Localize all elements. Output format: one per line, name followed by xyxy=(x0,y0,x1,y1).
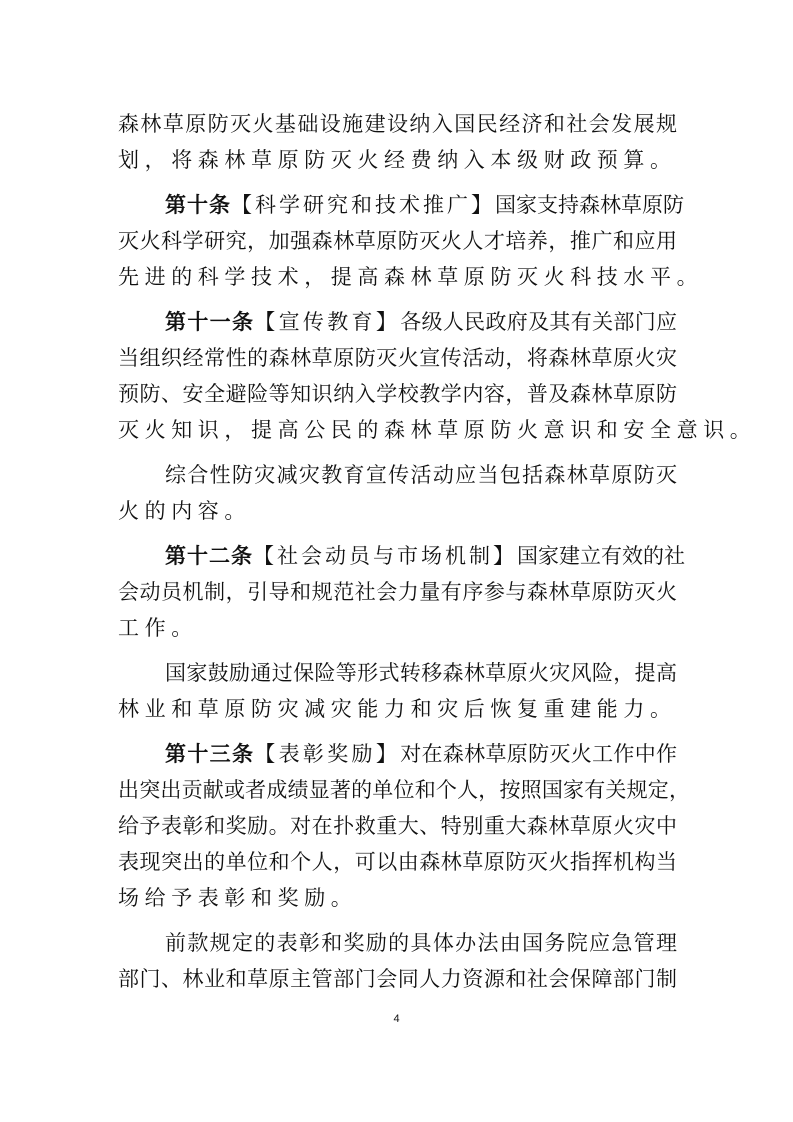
text-line: 会动员机制，引导和规范社会力量有序参与森林草原防灭火 xyxy=(118,580,677,604)
article-text: 国家支持森林草原防 xyxy=(495,193,684,217)
article-text: 国家建立有效的社 xyxy=(517,544,685,568)
text-line: 灭火科学研究，加强森林草原防灭火人才培养，推广和应用 xyxy=(118,229,677,253)
article-title: 【表彰奖励】 xyxy=(254,742,401,766)
text-line: 先进的科学技术，提高森林草原防灭火科技水平。 xyxy=(118,265,704,289)
article-11-first-line xyxy=(165,307,677,337)
text-line: 场给予表彰和奖励。 xyxy=(118,886,358,910)
text-line: 森林草原防灭火基础设施建设纳入国民经济和社会发展规 xyxy=(118,112,677,136)
text-line: 国家鼓励通过保险等形式转移森林草原火灾风险，提高 xyxy=(165,661,677,685)
article-13-first-line xyxy=(165,739,677,769)
text-line: 出突出贡献或者成绩显著的单位和个人，按照国家有关规定， xyxy=(118,778,690,802)
text-line: 火的内容。 xyxy=(118,499,251,523)
article-number: 第十二条 xyxy=(165,544,253,568)
article-number: 第十一条 xyxy=(165,310,255,334)
text-line: 部门、林业和草原主管部门会同人力资源和社会保障部门制 xyxy=(118,967,677,991)
page-number: 4 xyxy=(393,1013,400,1025)
article-text: 各级人民政府及其有关部门应 xyxy=(400,310,678,334)
article-number: 第十三条 xyxy=(165,742,255,766)
article-number: 第十条 xyxy=(165,193,231,217)
article-title: 【宣传教育】 xyxy=(254,310,401,334)
article-10-first-line xyxy=(165,190,684,220)
text-line: 灭火知识，提高公民的森林草原防火意识和安全意识。 xyxy=(118,418,757,442)
text-line: 前款规定的表彰和奖励的具体办法由国务院应急管理 xyxy=(165,931,677,955)
text-line: 当组织经常性的森林草原防灭火宣传活动，将森林草原火灾 xyxy=(118,346,677,370)
text-line: 林业和草原防灾减灾能力和灾后恢复重建能力。 xyxy=(118,697,677,721)
text-line: 给予表彰和奖励。对在扑救重大、特别重大森林草原火灾中 xyxy=(118,814,677,838)
article-text: 对在森林草原防灭火工作中作 xyxy=(400,742,678,766)
article-title: 【社会动员与市场机制】 xyxy=(253,544,517,568)
text-line: 表现突出的单位和个人，可以由森林草原防灭火指挥机构当 xyxy=(118,850,677,874)
text-line: 划，将森林草原防灭火经费纳入本级财政预算。 xyxy=(118,148,677,172)
text-line: 综合性防灾减灾教育宣传活动应当包括森林草原防灭 xyxy=(165,463,677,487)
article-12-first-line xyxy=(165,541,685,571)
article-title: 【科学研究和技术推广】 xyxy=(231,193,495,217)
text-line: 工作。 xyxy=(118,616,198,640)
text-line: 预防、安全避险等知识纳入学校教学内容，普及森林草原防 xyxy=(118,382,677,406)
